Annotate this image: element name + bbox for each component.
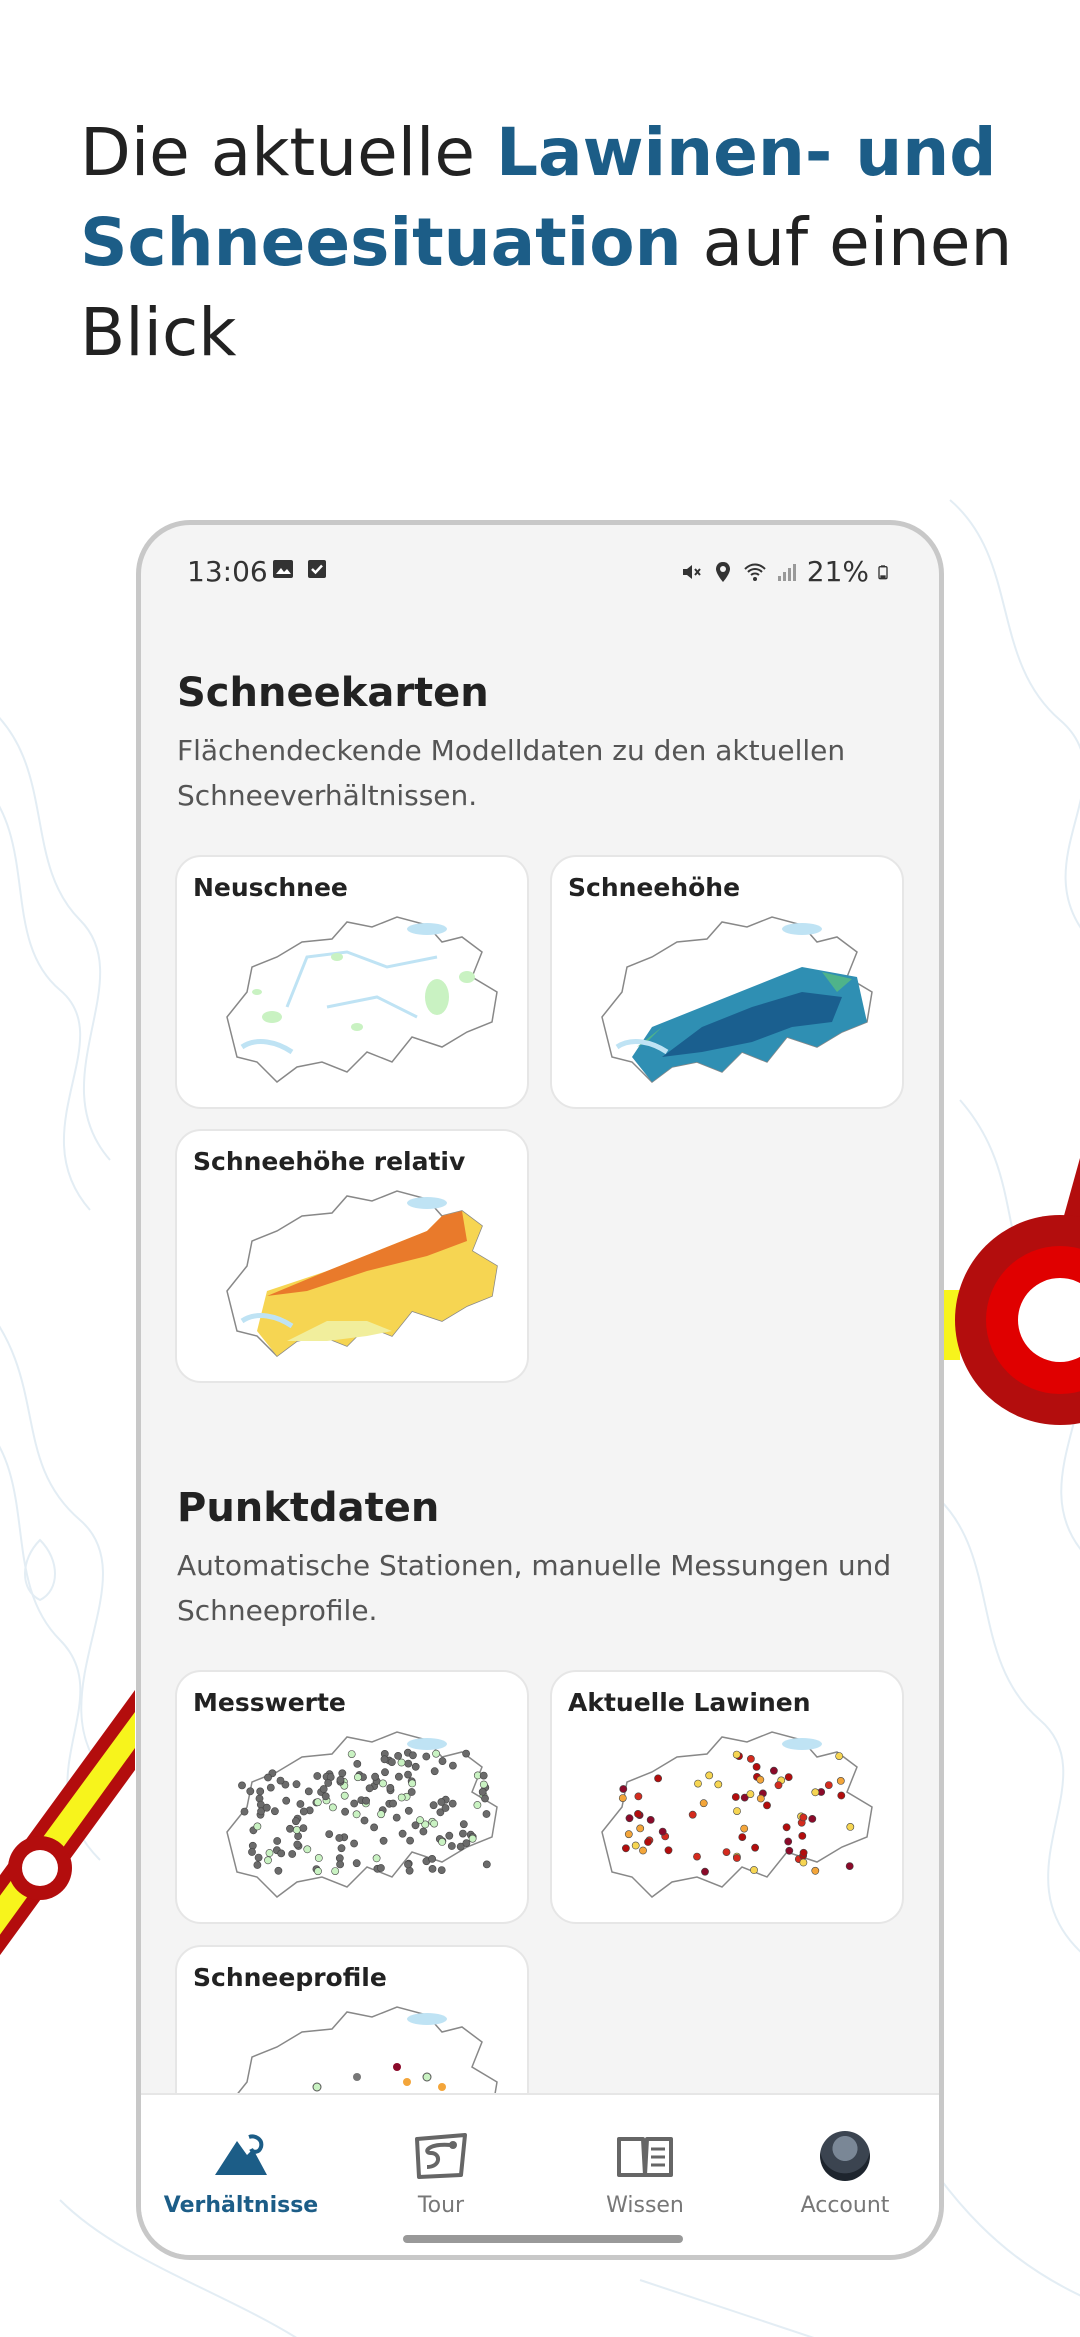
map-dot <box>463 1750 470 1757</box>
map-dot <box>747 1791 754 1798</box>
home-indicator <box>403 2235 683 2243</box>
map-dot <box>733 1808 740 1815</box>
snow-maps-description: Flächendeckende Modelldaten zu den aktuellen Schneeverhältnissen. <box>177 734 846 812</box>
book-icon <box>615 2131 675 2181</box>
map-dot <box>404 1861 411 1868</box>
map-dot <box>354 1774 361 1781</box>
map-dot <box>619 1795 626 1802</box>
map-dot <box>271 1808 278 1815</box>
map-dot <box>381 1756 388 1763</box>
image-icon <box>271 557 295 581</box>
map-dot <box>847 1823 854 1830</box>
map-dot <box>747 1755 754 1762</box>
map-dot <box>429 1855 436 1862</box>
map-dot <box>637 1825 644 1832</box>
map-dot <box>459 1830 466 1837</box>
map-dot <box>300 1825 307 1832</box>
card-title: Schneehöhe <box>568 873 741 902</box>
map-dot <box>395 1752 402 1759</box>
map-dot <box>757 1795 764 1802</box>
map-dot <box>399 1830 406 1837</box>
map-dot <box>430 1802 437 1809</box>
map-dot <box>293 1781 300 1788</box>
map-dot <box>647 1816 654 1823</box>
map-dot <box>733 1854 740 1861</box>
map-dot <box>305 1788 312 1795</box>
map-dot <box>300 1808 307 1815</box>
status-bar <box>141 525 939 615</box>
map-dot <box>353 1860 360 1867</box>
map-dot <box>254 1823 261 1830</box>
map-dot <box>398 1794 405 1801</box>
map-dot <box>479 1788 486 1795</box>
map-dot <box>665 1847 672 1854</box>
signal-icon <box>775 560 799 584</box>
point-data-description: Automatische Stationen, manuelle Messungen und Schneeprofile. <box>177 1549 892 1627</box>
map-dot <box>785 1774 792 1781</box>
map-dot <box>786 1847 793 1854</box>
map-dot <box>264 1774 271 1781</box>
map-dot <box>429 1865 436 1872</box>
map-dot <box>420 1828 427 1835</box>
map-dot <box>715 1781 722 1788</box>
map-dot <box>701 1868 708 1875</box>
map-dot <box>655 1775 662 1782</box>
map-dot <box>264 1857 271 1864</box>
map-dot <box>377 1864 384 1871</box>
nav-label: Account <box>800 2193 890 2218</box>
nav-label: Tour <box>417 2193 465 2218</box>
checkbox-icon <box>305 557 329 581</box>
map-dot <box>254 1861 261 1868</box>
card-aktuelle-lawinen[interactable] <box>550 1670 904 1924</box>
map-dot <box>812 1789 819 1796</box>
map-dot <box>741 1825 748 1832</box>
card-title: Aktuelle Lawinen <box>568 1688 811 1717</box>
map-dot <box>449 1800 456 1807</box>
map-dot <box>314 1868 321 1875</box>
map-dot <box>325 1779 332 1786</box>
avatar <box>820 2131 870 2181</box>
card-title: Schneehöhe relativ <box>193 1147 466 1176</box>
map-dot <box>693 1853 700 1860</box>
battery-percent: 21% <box>806 555 869 588</box>
map-dot <box>407 1837 414 1844</box>
headline-accent: Lawinen- und Schneesituation <box>80 114 997 281</box>
map-dot <box>757 1776 764 1783</box>
map-dot <box>448 1842 455 1849</box>
headline-part2: auf einen Blick <box>80 204 1013 371</box>
nav-verhaeltnisse[interactable] <box>141 2131 341 2218</box>
card-title: Schneeprofile <box>193 1963 387 1992</box>
map-dot <box>412 1822 419 1829</box>
battery-icon <box>877 560 893 584</box>
map-dot <box>825 1782 832 1789</box>
map-dot <box>293 1826 300 1833</box>
map-dot <box>241 1808 248 1815</box>
map-dot <box>659 1828 666 1835</box>
map-dot <box>332 1868 339 1875</box>
map-dot <box>361 1817 368 1824</box>
map-dot <box>483 1861 490 1868</box>
mute-icon <box>679 560 703 584</box>
route-icon <box>411 2131 471 2181</box>
map-dot <box>286 1825 293 1832</box>
map-dot <box>625 1831 632 1838</box>
map-dot <box>460 1821 467 1828</box>
map-dot <box>480 1772 487 1779</box>
map-dot <box>837 1777 844 1784</box>
map-dot <box>812 1867 819 1874</box>
map-dot <box>634 1810 641 1817</box>
map-dot <box>297 1800 304 1807</box>
map-dot <box>752 1844 759 1851</box>
headline <box>80 108 1020 378</box>
nav-account[interactable] <box>745 2131 944 2218</box>
map-messwerte <box>197 1712 511 1922</box>
map-dot <box>442 1804 449 1811</box>
map-dot <box>393 1814 400 1821</box>
nav-tour[interactable] <box>341 2131 541 2218</box>
map-dot <box>694 1780 701 1787</box>
map-dot <box>363 1797 370 1804</box>
map-dot <box>770 1767 777 1774</box>
map-dot <box>351 1800 358 1807</box>
map-dot <box>463 1840 470 1847</box>
map-dot <box>409 1752 416 1759</box>
map-dot <box>320 1785 327 1792</box>
card-neuschnee[interactable] <box>175 855 529 1109</box>
map-dot <box>739 1834 746 1841</box>
map-schneehoehe-relativ <box>197 1171 511 1381</box>
map-dot <box>337 1776 344 1783</box>
map-dot <box>387 1784 394 1791</box>
nav-wissen[interactable] <box>545 2131 745 2218</box>
phone-mockup <box>136 520 944 2260</box>
nav-label: Verhältnisse <box>163 2193 319 2218</box>
map-dot <box>248 1848 255 1855</box>
map-dot <box>339 1770 346 1777</box>
map-dot <box>622 1845 629 1852</box>
map-dot <box>373 1855 380 1862</box>
map-dot <box>257 1788 264 1795</box>
map-dot <box>371 1824 378 1831</box>
map-dot <box>341 1792 348 1799</box>
map-dot <box>314 1772 321 1779</box>
location-icon <box>711 560 735 584</box>
map-dot <box>409 1780 416 1787</box>
map-dot <box>274 1837 281 1844</box>
mountain-icon <box>211 2131 271 2181</box>
map-dot <box>378 1811 385 1818</box>
map-dot <box>480 1781 487 1788</box>
map-dot <box>785 1838 792 1845</box>
map-dot <box>283 1797 290 1804</box>
map-dot <box>388 1759 395 1766</box>
map-dot <box>266 1849 273 1856</box>
card-title: Neuschnee <box>193 873 348 902</box>
status-time: 13:06 <box>187 555 268 588</box>
map-dot <box>431 1768 438 1775</box>
map-dot <box>733 1751 740 1758</box>
map-dot <box>775 1782 782 1789</box>
map-dot <box>322 1793 329 1800</box>
map-dot <box>372 1773 379 1780</box>
map-dot <box>381 1769 388 1776</box>
map-dot <box>390 1800 397 1807</box>
map-dot <box>838 1792 845 1799</box>
map-dot <box>800 1849 807 1856</box>
map-dot <box>433 1750 440 1757</box>
map-dot <box>483 1810 490 1817</box>
bottom-navigation <box>141 2093 939 2255</box>
map-dot <box>474 1801 481 1808</box>
map-dot <box>277 1777 284 1784</box>
map-dot <box>314 1799 321 1806</box>
map-dot <box>700 1800 707 1807</box>
card-schneehoehe-relativ[interactable] <box>175 1129 529 1383</box>
card-schneehoehe[interactable] <box>550 855 904 1109</box>
card-messwerte[interactable] <box>175 1670 529 1924</box>
map-dot <box>706 1772 713 1779</box>
map-aktuelle-lawinen <box>572 1712 886 1922</box>
map-dot <box>750 1866 757 1873</box>
map-dot <box>278 1850 285 1857</box>
map-dot <box>263 1804 270 1811</box>
map-dot <box>439 1838 446 1845</box>
map-dot <box>408 1788 415 1795</box>
headline-part1: Die aktuelle <box>80 114 496 191</box>
map-dot <box>398 1759 405 1766</box>
map-dot <box>626 1815 633 1822</box>
map-dot <box>800 1859 807 1866</box>
map-dot <box>405 1760 412 1767</box>
card-title: Messwerte <box>193 1688 346 1717</box>
map-dot <box>353 1811 360 1818</box>
map-dot <box>446 1832 453 1839</box>
map-dot <box>644 1838 651 1845</box>
map-dot <box>639 1847 646 1854</box>
map-dot <box>431 1820 438 1827</box>
map-dot <box>247 1788 254 1795</box>
map-dot <box>304 1846 311 1853</box>
map-dot <box>763 1802 770 1809</box>
wifi-icon <box>743 560 767 584</box>
map-dot <box>836 1753 843 1760</box>
map-dot <box>329 1804 336 1811</box>
map-dot <box>267 1784 274 1791</box>
map-dot <box>405 1807 412 1814</box>
map-dot <box>846 1863 853 1870</box>
map-dot <box>800 1814 807 1821</box>
map-dot <box>275 1867 282 1874</box>
map-dot <box>326 1831 333 1838</box>
map-dot <box>732 1793 739 1800</box>
map-dot <box>404 1771 411 1778</box>
map-dot <box>423 1753 430 1760</box>
map-schneehoehe <box>572 897 886 1107</box>
map-dot <box>292 1818 299 1825</box>
map-dot <box>351 1840 358 1847</box>
map-dot <box>439 1758 446 1765</box>
map-dot <box>337 1861 344 1868</box>
map-dot <box>689 1811 696 1818</box>
map-dot <box>338 1845 345 1852</box>
map-dot <box>315 1854 322 1861</box>
map-dot <box>799 1832 806 1839</box>
map-dot <box>380 1837 387 1844</box>
map-dot <box>635 1793 642 1800</box>
map-dot <box>438 1867 445 1874</box>
map-dot <box>255 1854 262 1861</box>
map-dot <box>342 1808 349 1815</box>
map-neuschnee <box>197 897 511 1107</box>
map-dot <box>632 1842 639 1849</box>
map-dot <box>336 1834 343 1841</box>
map-dot <box>294 1841 301 1848</box>
map-dot <box>723 1849 730 1856</box>
snow-maps-title: Schneekarten <box>177 670 489 716</box>
map-dot <box>354 1760 361 1767</box>
map-dot <box>379 1780 386 1787</box>
map-dot <box>809 1815 816 1822</box>
point-data-title: Punktdaten <box>177 1485 440 1531</box>
map-dot <box>395 1773 402 1780</box>
map-dot <box>620 1785 627 1792</box>
map-dot <box>469 1835 476 1842</box>
map-dot <box>481 1795 488 1802</box>
map-dot <box>449 1762 456 1769</box>
map-dot <box>753 1763 760 1770</box>
map-dot <box>366 1785 373 1792</box>
map-dot <box>783 1824 790 1831</box>
map-dot <box>412 1763 419 1770</box>
map-dot <box>289 1850 296 1857</box>
map-dot <box>348 1751 355 1758</box>
nav-label: Wissen <box>606 2193 684 2218</box>
map-dot <box>238 1782 245 1789</box>
